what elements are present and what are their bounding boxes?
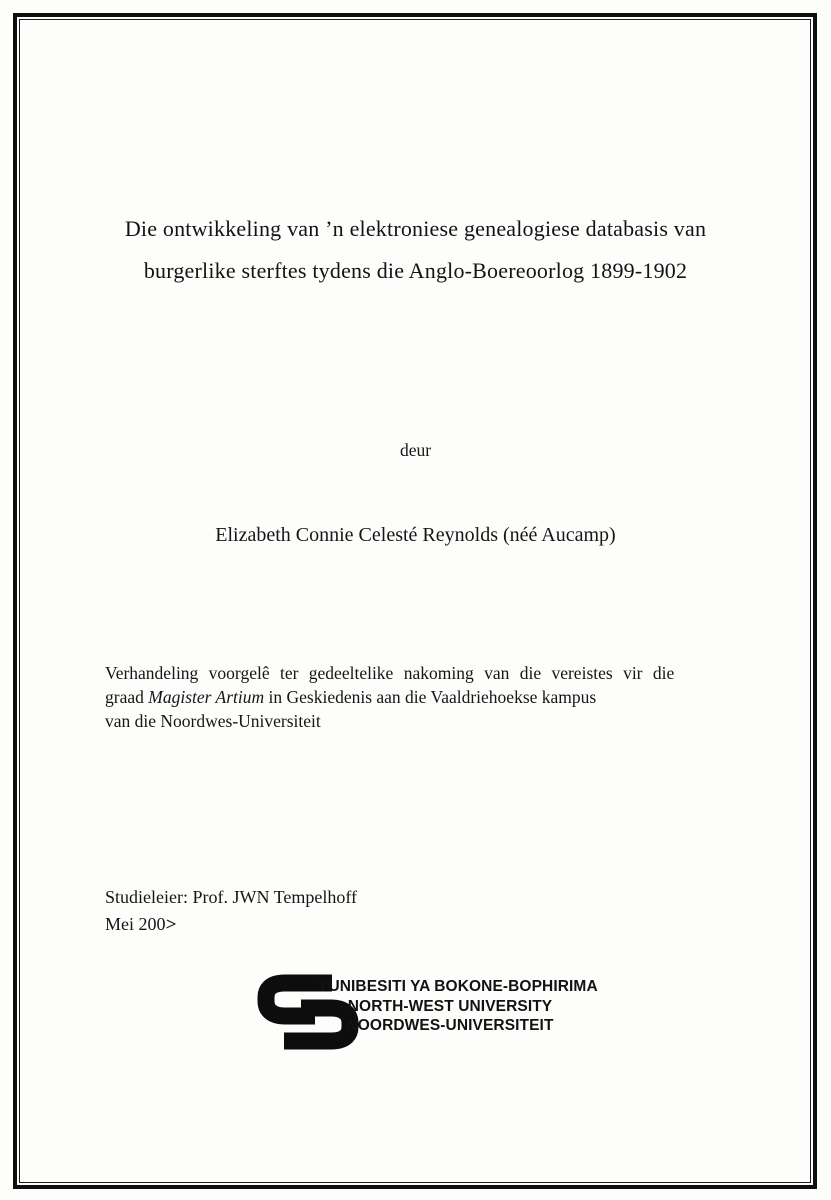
submission-line-2	[105, 685, 739, 709]
date-prefix: Mei 200	[105, 914, 166, 934]
thesis-title	[60, 208, 771, 292]
supervisor-line: Studieleier: Prof. JWN Tempelhoff	[105, 887, 358, 907]
date-line	[105, 911, 357, 938]
handwritten-seven: >	[164, 914, 177, 934]
submission-line-3: van die Noordwes-Universiteit	[105, 711, 321, 732]
submission-line-2-post: in Geskiedenis aan die Vaaldriehoekse kampus	[264, 687, 597, 708]
title-line-2: burgerlike sterftes tydens die Anglo-Boereoorlog 1899-1902	[143, 258, 688, 283]
degree-name: Magister Artium	[148, 687, 265, 708]
logo-text-line-3: NOORDWES-UNIVERSITEIT	[346, 1017, 554, 1034]
logo-text-line-1: YUNIBESITI YA BOKONE-BOPHIRIMA	[318, 978, 598, 995]
university-logo-text	[318, 977, 598, 1036]
submission-statement	[105, 661, 739, 734]
title-line-1: Die ontwikkeling van ’n elektroniese genealogiese databasis van	[124, 216, 707, 241]
byline-deur: deur	[399, 440, 432, 460]
author-name: Elizabeth Connie Celesté Reynolds (néé Aucamp)	[215, 524, 616, 546]
logo-text-line-2: NORTH-WEST UNIVERSITY	[347, 997, 553, 1015]
submission-line-2-pre: graad	[105, 687, 149, 708]
supervisor-block	[105, 884, 357, 938]
submission-line-1: Verhandeling voorgelê ter gedeeltelike nakoming van die vereistes vir die	[105, 663, 675, 683]
